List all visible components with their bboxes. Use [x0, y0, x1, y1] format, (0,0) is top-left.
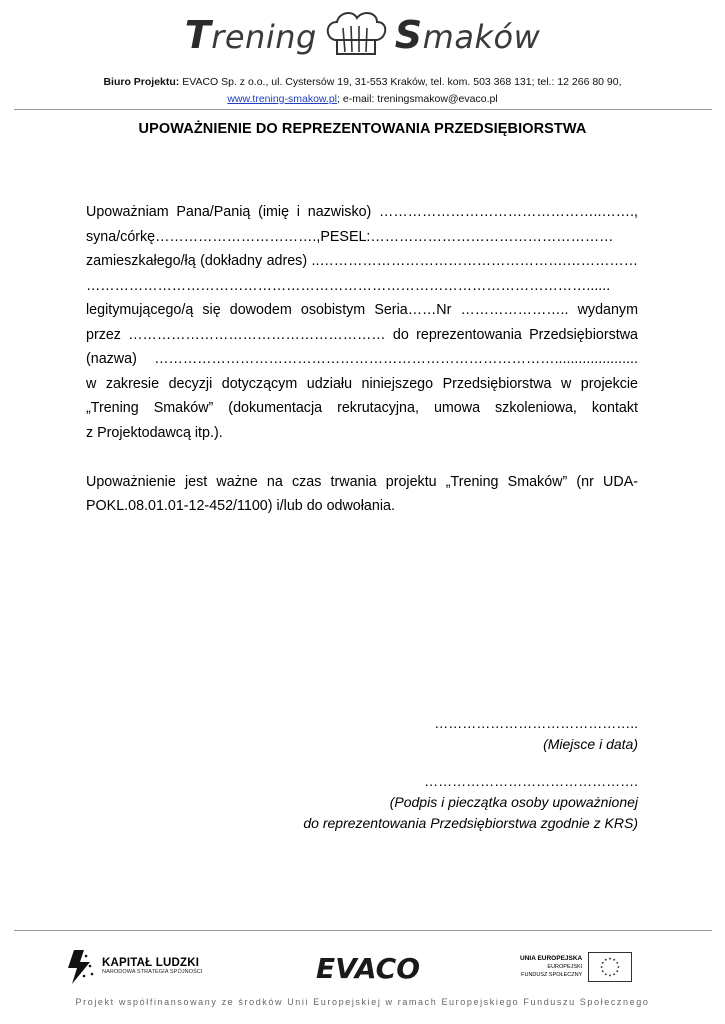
logo-rest-trening: rening [211, 18, 317, 56]
email-text: ; e-mail: treningsmakow@evaco.pl [337, 93, 498, 105]
eu-subtitle-1: EUROPEJSKI [547, 964, 583, 970]
document-title: UPOWAŻNIENIE DO REPREZENTOWANIA PRZEDSIĘBIORSTWA [138, 121, 587, 137]
letterhead [0, 0, 725, 112]
header-divider [14, 109, 712, 110]
body-line-1: Upoważniam Pana/Panią (imię i nazwisko) ………………………………………..……., [86, 204, 638, 220]
body-line-2: syna/córkę…………………………….,PESEL:…………………………………………… [86, 228, 614, 245]
eu-subtitle-2: FUNDUSZ SPOŁECZNY [521, 972, 583, 978]
trening-smakow-logo [0, 10, 725, 66]
body-line-3: zamieszkałego/łą (dokładny adres) ..…………………………………………….…………… [86, 253, 638, 269]
eu-title: UNIA EUROPEJSKA [520, 955, 583, 962]
eu-flag-icon [588, 952, 632, 982]
office-address-line [0, 76, 725, 88]
kapital-ludzki-logo [66, 944, 216, 988]
cofinancing-note: Projekt współfinansowany ze środków Unii Europejskiej w ramach Europejskiego Funduszu Społecznego [75, 997, 650, 1007]
logo-word-smakow [395, 13, 540, 57]
kapital-ludzki-title: KAPITAŁ LUDZKI [102, 957, 200, 969]
body-line-12: POKL.08.01.01-12-452/1100) i/lub do odwołania. [86, 498, 395, 514]
chef-hat-icon [323, 10, 389, 60]
office-contact-line [0, 93, 725, 105]
body-line-10: z Projektodawcą itp.). [86, 424, 223, 441]
body-line-8: w zakresie decyzji dotyczącym udziału niniejszego Przedsiębiorstwa w projekcie [86, 375, 638, 392]
logo-initial-t: T [184, 13, 212, 57]
place-date-field[interactable]: …………………………………….. [434, 715, 638, 731]
logo-word-trening [185, 13, 317, 57]
signature-label-line-1: (Podpis i pieczątka osoby upoważnionej [389, 794, 638, 810]
footer-logos [0, 938, 725, 994]
signature-field[interactable]: ………………………………………. [424, 773, 638, 789]
footer-divider [14, 930, 712, 931]
kapital-ludzki-subtitle: NARODOWA STRATEGIA SPÓJNOŚCI [102, 969, 203, 975]
logo-initial-s: S [394, 13, 423, 57]
body-line-6: przez ……………………………………………… do reprezentowania Przedsiębiorstwa [86, 326, 638, 343]
evaco-logo [304, 952, 432, 984]
body-line-7: (nazwa) …………………………………………………………………………..................... [86, 351, 638, 367]
kapital-ludzki-logo-icon [66, 946, 96, 986]
paragraph-gap [86, 445, 638, 470]
body-line-4: ……………………………………………………………………………………………...... [86, 277, 611, 294]
signature-label-line-2: do reprezentowania Przedsiębiorstwa zgodnie z KRS) [303, 815, 638, 831]
body-line-9: „Trening Smaków” (dokumentacja rekrutacyjna, umowa szkoleniowa, kontakt [86, 400, 638, 416]
office-label: Biuro Projektu: [103, 76, 180, 88]
authorization-body [86, 200, 638, 519]
eu-logo [520, 950, 640, 984]
website-link[interactable]: www.trening-smakow.pl [227, 93, 338, 105]
body-line-5: legitymującego/ą się dowodem osobistym Seria……Nr ………………….. wydanym [86, 302, 638, 318]
body-line-11: Upoważnienie jest ważne na czas trwania projektu „Trening Smaków” (nr UDA- [86, 473, 638, 490]
place-date-label: (Miejsce i data) [543, 736, 638, 752]
office-address: EVACO Sp. z o.o., ul. Cystersów 19, 31-553 Kraków, tel. kom. 503 368 131; tel.: 12 266 80 90, [179, 76, 622, 88]
evaco-logo-text: EVACO [315, 952, 421, 984]
logo-rest-smakow: maków [422, 18, 541, 56]
